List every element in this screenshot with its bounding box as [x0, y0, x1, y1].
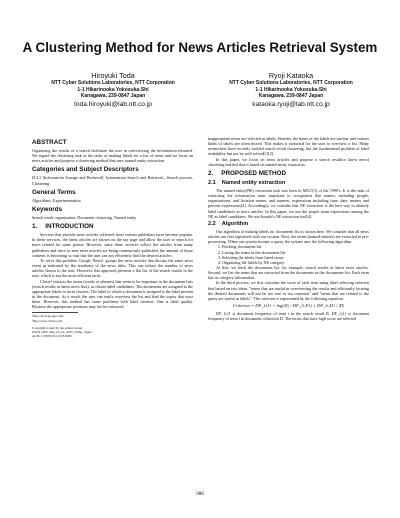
criterion-formula: Criterion = DF_{t,l} × log(|E| / DF_{t,E}) × DF_{t,D} / |D| — [232, 303, 345, 309]
author-org: NTT Cyber Solutions Laboratories, NTT Corporation — [51, 80, 175, 86]
author-city: Kanagawa, 239-0847 Japan — [80, 93, 146, 100]
algorithm-step: 2. Listing the terms in the documents list — [222, 250, 369, 255]
general-terms-heading: General Terms — [32, 188, 76, 196]
acm-line: ACM 1-59593-051-5/05/0005. — [32, 334, 73, 339]
method-heading — [208, 170, 369, 178]
algorithm-intro: Our algorithm of making labels for documents list is shown here. We consider that all news articles are first registered with our system. Next, the terms (named entities) are extracted in pre-processing. When our system accepts a query, the system uses the following algorithm. — [208, 228, 369, 245]
author-city: Kanagawa, 239-0847 Japan — [258, 93, 324, 100]
copyright-line: Copyright is held by the author/owner. — [32, 325, 83, 330]
intro-paragraph-2: To solve this problem, Google News¹, groups the news articles that discuss the same news event as indicated by the similarity of the news titles. This can reduce the number of news articles shown to the user. However, this approach presents a flat list of the search results to the user, which is not the most efficient tactic. — [32, 257, 193, 279]
author-name: Ryoji Kataoka — [268, 71, 314, 80]
page-number: 988 — [196, 492, 204, 497]
algorithm-paragraph-3: In the third process, we first calculate the score of each term using label selecting criterion that based on two ideas: "terms that are useful in overviewing the results and efficiently locating the desired documents will not be too rare or too common" and "terms that are related to the query are useful as labels". The criterion is represented by the following equation. — [208, 280, 369, 301]
subsection-title: Algorithm — [221, 220, 249, 227]
algorithm-paragraph-4: DF_{t,l} is document frequency of term t in the search result R. DF_{t,l} is document frequency of term t in document collection D. The terms that have high score are selected — [208, 311, 369, 322]
author-email[interactable]: toda.hiroyuki@lab.ntt.co.jp — [74, 100, 152, 108]
general-terms-text: Algorithms, Experimentation — [32, 197, 81, 203]
conference-line: WWW 2005, May 10–14, 2005, Chiba, Japan. — [32, 329, 93, 334]
section-number: 2. — [208, 169, 214, 177]
subsection-number: 2.2 — [208, 220, 216, 227]
categories-text: H.3.3 [Information Storage and Retrieval]: Information Search and Retrieval—Search process, Clustering — [32, 175, 193, 186]
author-email[interactable]: kataoka.ryoji@lab.ntt.co.jp — [252, 100, 330, 108]
categories-heading: Categories and Subject Descriptors — [32, 166, 139, 174]
author-block-1 — [28, 71, 198, 110]
algorithm-step: 4. Organizing the labels by NE category — [222, 260, 369, 265]
algorithm-paragraph-2: At first, we fetch the documents list, for example, search results or latest news articles. Second, we list the terms that are extracted from the documents in the documents list. Each term has its category information. — [208, 264, 369, 281]
right-column — [208, 136, 369, 321]
section-title: PROPOSED METHOD — [221, 169, 286, 177]
footnote-divider — [32, 312, 78, 313]
left-column — [32, 136, 193, 338]
subsection-title: Named entity extraction — [221, 179, 286, 186]
copyright-notice — [32, 326, 193, 339]
intro-paragraph-3: Clusty² extracts the terms (words or phrases) that seem to be important in the document lists (search results or latest news lists), as cluster label candidates. The documents are assigned to the appropriate labels to form clusters. The label to which a document is assigned is the label present in the document. As a result, the user can easily overview the list and find the topics that exist there. However, this method has some problems with label creation. One is label quality. Because the appropriate positions may not be extracted, — [32, 278, 194, 310]
section-number: 1. — [32, 223, 38, 231]
author-block-2 — [206, 71, 376, 110]
section-title: INTRODUCTION — [45, 223, 94, 231]
footnote-1[interactable]: ¹http://news.google.com/ — [32, 314, 64, 319]
intro-paragraph-1: Services that provide news articles collected from various publishers have become popular. In these services, the latest articles are shown on the top page and allow the user to search for news related for some period. However, since these services collect the articles from many publishers and since so new news articles are being continuously published, the amount of those contents is becoming so vast that the user can not efficiently find the desired articles. — [32, 232, 193, 258]
algorithm-step: 3. Selecting the labels from listed terms — [222, 255, 369, 260]
keywords-heading: Keywords — [32, 205, 63, 213]
author-address: 1-1 Hikarinooka Yokosuka-Shi — [77, 86, 149, 93]
algorithm-steps — [208, 244, 369, 265]
author-org: NTT Cyber Solutions Laboratories, NTT Corporation — [229, 80, 353, 86]
paper-title: A Clustering Method for News Articles Retrieval System — [22, 40, 378, 55]
ne-paragraph: The named entity(NE) extraction task was born in MUC[3] of the 1990's. It is the task of extracting the information units important to recognition like names, including people, organizations, and location names, and numeric expressions including time, date, money and percent expressions[4]. Accordingly, we consider that NE extraction is the best way to identify label candidates in news articles. In this paper, we use the proper noun expressions among the NE as label candidates. We use Isozaki's NE extraction tool[4]. — [208, 187, 369, 219]
abstract-text: Organizing the results of a search facilitates the user in overviewing the information returned. We regard the clustering task as the tasks of making labels for a list of items and we focus on news articles and propose a clustering method that uses named entity extraction. — [32, 148, 193, 164]
ne-heading — [208, 180, 369, 187]
algorithm-heading — [208, 221, 369, 228]
intro-continued: inappropriate terms are selected as labels. Besides, the bases of the labels are unclear and various kinds of labels are often mixed. This makes it awkward for the user to overview a list. Many researchers have recently tackled search result clustering, but the fundamental problem of label readability has not be well solved[1][2]. — [208, 136, 369, 157]
keywords-text: Search result organization, Document clustering, Named entity — [32, 214, 137, 220]
intro-paragraph-4: In this paper, we focus on news articles and propose a search result(or latest news) clustering method that is based on named entity extraction. — [208, 156, 369, 167]
abstract-heading: ABSTRACT — [32, 139, 67, 146]
footnote-2[interactable]: ²http://www.clusty.com/ — [32, 318, 63, 323]
subsection-number: 2.1 — [208, 179, 216, 186]
introduction-heading — [32, 223, 193, 231]
algorithm-step: 1. Fetching documents list — [222, 244, 369, 249]
author-address: 1-1 Hikarinooka Yokosuka-Shi — [255, 86, 327, 93]
author-name: Hiroyuki Toda — [91, 71, 135, 80]
